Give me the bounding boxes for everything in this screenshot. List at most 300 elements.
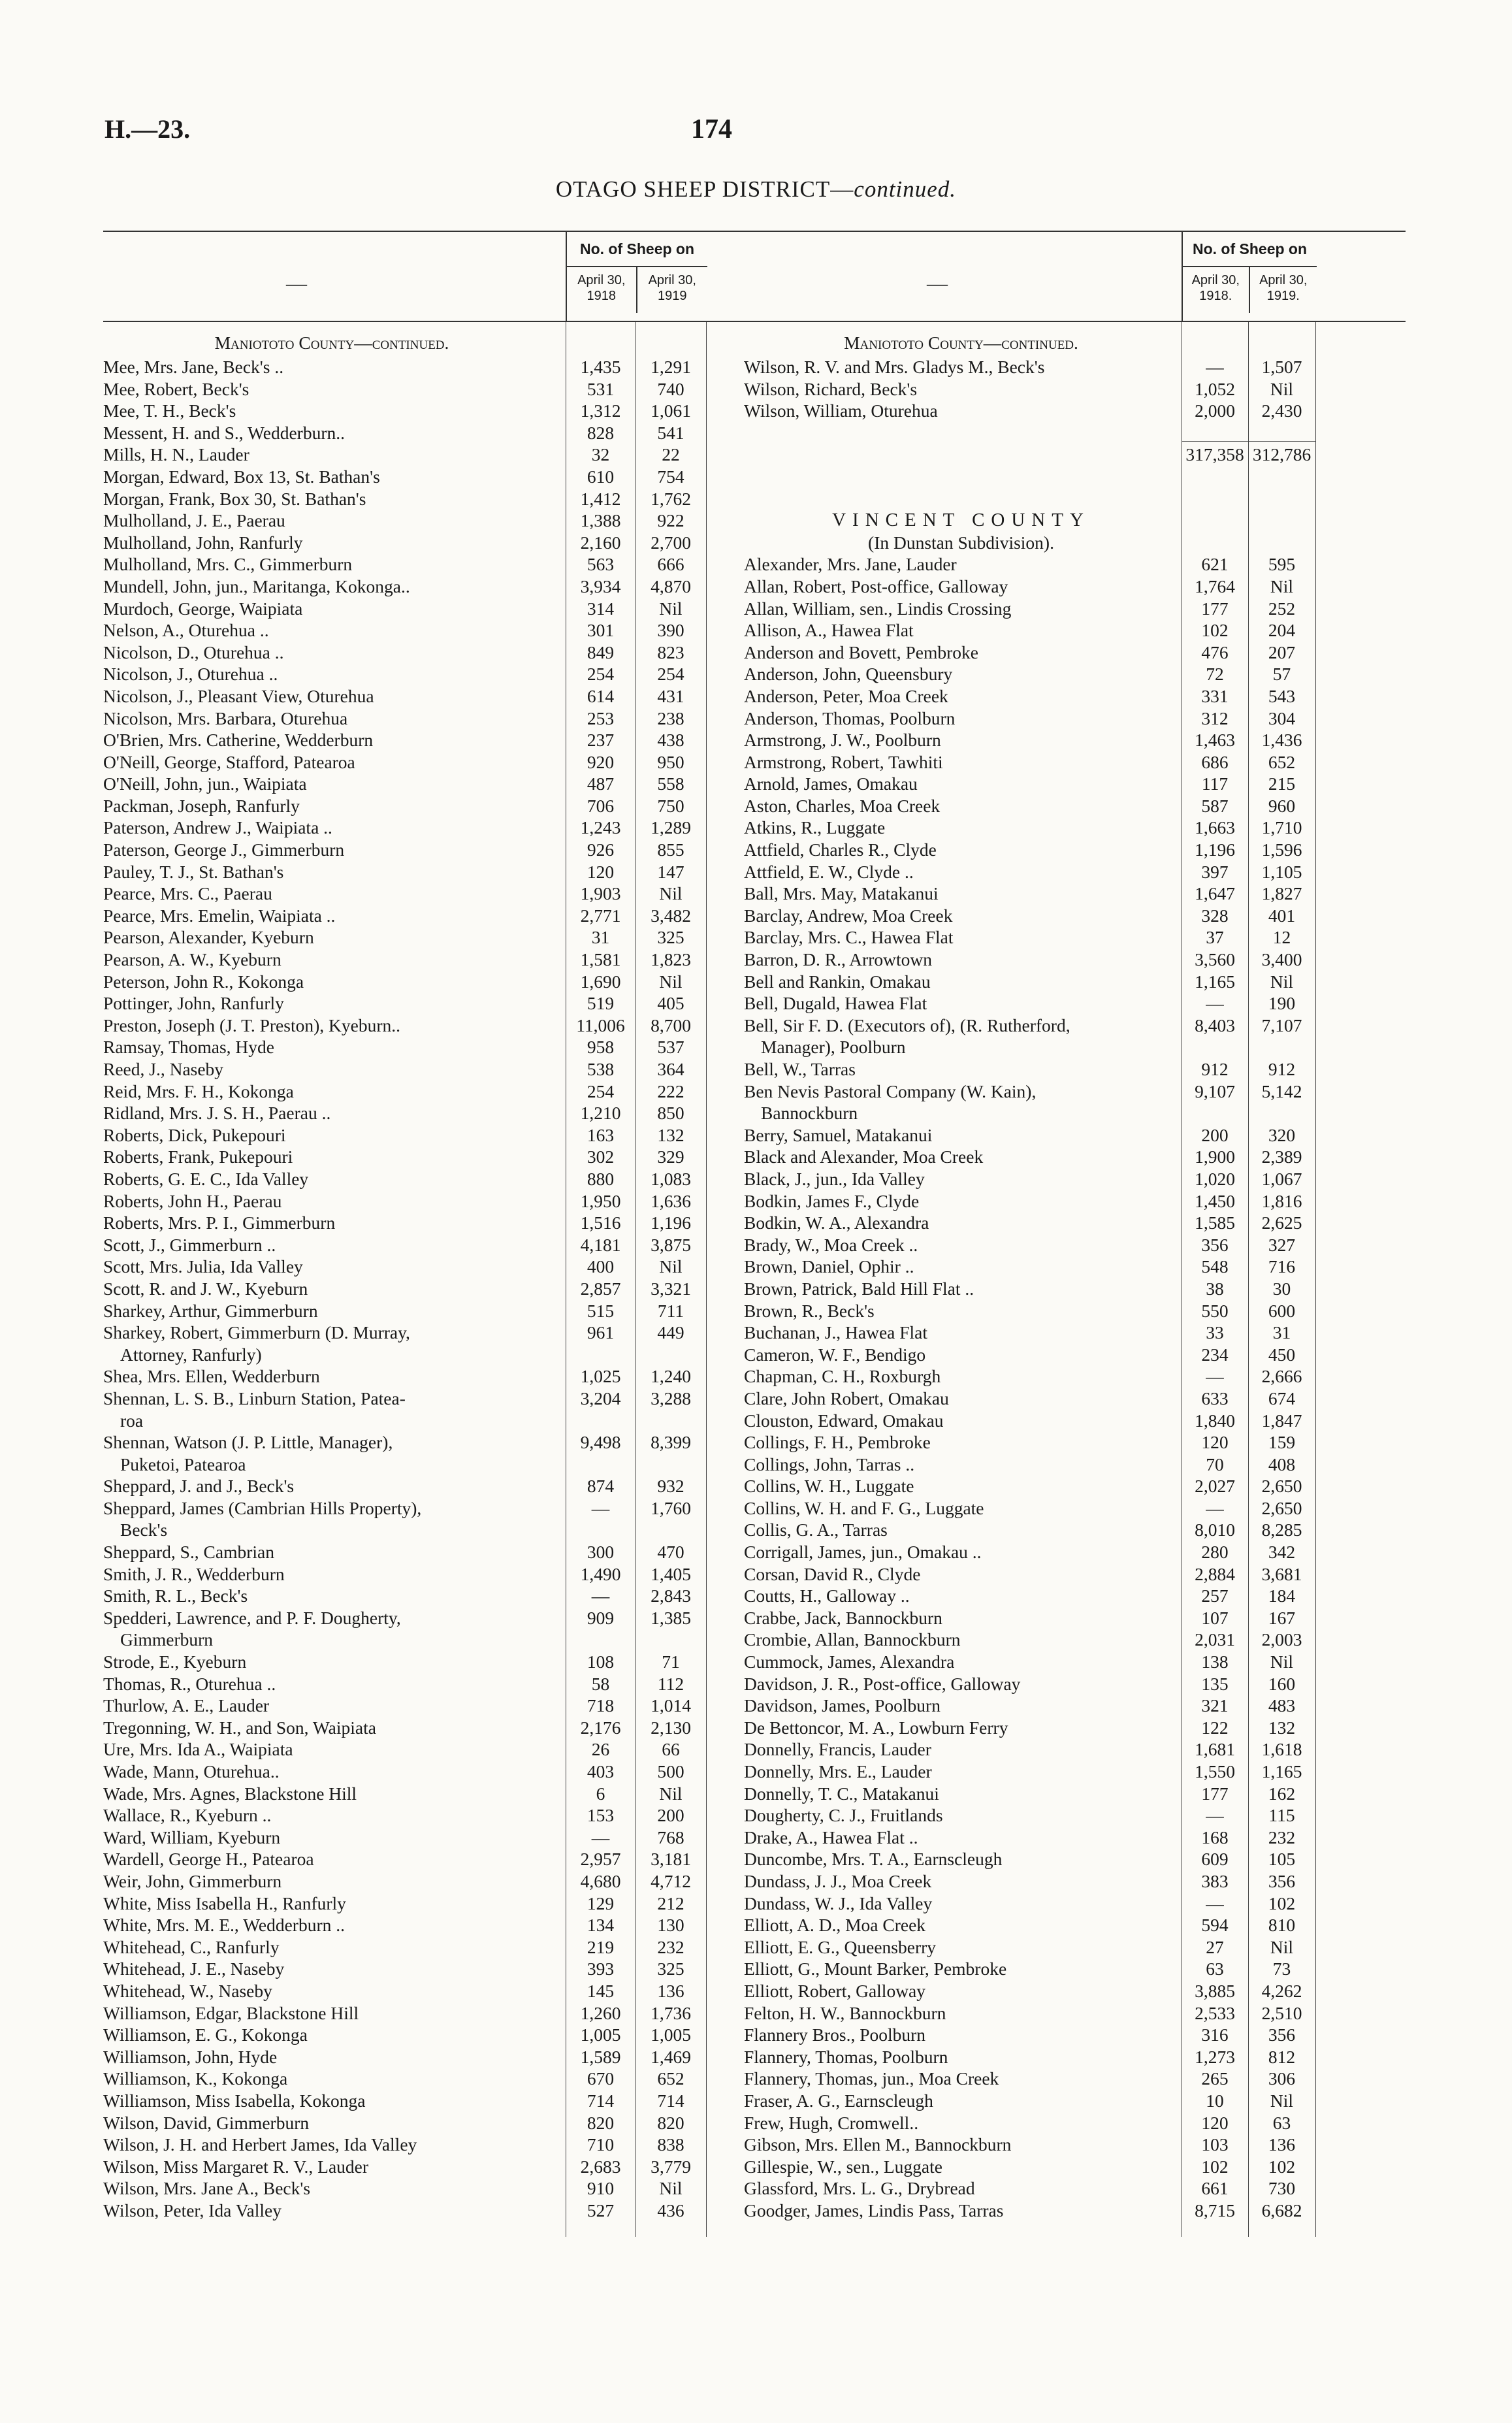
owner-name: Roberts, Dick, Pukepouri — [103, 1124, 286, 1145]
col-1919-header: April 30, 1919. — [1259, 273, 1308, 303]
table-row — [103, 773, 799, 795]
table-row — [103, 992, 799, 1015]
owner-name: Pearson, A. W., Kyeburn — [103, 949, 281, 970]
sheep-1919: 3,875 — [651, 1234, 691, 1255]
table-row — [103, 1914, 799, 1936]
sheep-1919: 132 — [657, 1124, 684, 1145]
sheep-1919: 364 — [657, 1059, 684, 1079]
table-row — [744, 1212, 1406, 1234]
owner-name: Shennan, L. S. B., Linburn Station, Patea- — [103, 1388, 406, 1408]
sheep-1918: 1,516 — [580, 1212, 621, 1233]
sheep-1919: 184 — [1268, 1586, 1296, 1606]
sheep-1918: 515 — [587, 1300, 615, 1321]
sheep-1919: 73 — [1272, 1959, 1291, 1979]
sheep-1919: 652 — [1268, 751, 1296, 772]
owner-name: Arnold, James, Omakau — [744, 773, 918, 794]
sheep-1918: 1,165 — [1195, 971, 1235, 992]
owner-name: Ure, Mrs. Ida A., Waipiata — [103, 1739, 293, 1760]
table-row — [103, 2156, 799, 2178]
owner-name: Wilson, Peter, Ida Valley — [103, 2200, 281, 2220]
sheep-1918: 280 — [1201, 1542, 1229, 1563]
name-column-header: — — [927, 271, 948, 295]
sheep-1918: 10 — [1206, 2090, 1224, 2111]
sheep-1919: 4,712 — [651, 1870, 691, 1891]
table-row — [744, 2134, 1406, 2156]
sheep-1919: 1,105 — [1261, 861, 1302, 882]
owner-name: Armstrong, Robert, Tawhiti — [744, 751, 943, 772]
sheep-1919: 438 — [657, 730, 684, 751]
sheep-1919: 600 — [1268, 1300, 1296, 1321]
owner-name: Donnelly, Mrs. E., Lauder — [744, 1761, 932, 1781]
owner-name: Brown, Daniel, Ophir .. — [744, 1256, 914, 1277]
table-row — [103, 1936, 799, 1959]
owner-name: Wilson, Miss Margaret R. V., Lauder — [103, 2156, 369, 2177]
sheep-1918: 163 — [587, 1124, 615, 1145]
sheep-1919: 500 — [657, 1761, 684, 1781]
owner-name: Attfield, E. W., Clyde .. — [744, 861, 914, 882]
sheep-1918: 1,550 — [1195, 1761, 1235, 1781]
sheep-1919: 105 — [1268, 1849, 1296, 1870]
table-row — [744, 576, 1406, 598]
page-number: 174 — [691, 114, 732, 144]
table-row — [744, 1278, 1406, 1300]
sheep-1919: 130 — [657, 1915, 684, 1936]
table-row — [103, 1585, 799, 1607]
table-row-continuation — [103, 1519, 799, 1541]
sheep-1919: 222 — [657, 1081, 684, 1101]
owner-name: Cameron, W. F., Bendigo — [744, 1344, 926, 1365]
owner-name: Beck's — [120, 1520, 168, 1540]
section-heading-text: VINCENT COUNTY — [832, 510, 1090, 531]
sheep-1918: 550 — [1201, 1300, 1229, 1321]
sheep-1919: 543 — [1268, 685, 1296, 706]
table-row — [744, 839, 1406, 861]
table-row — [103, 1738, 799, 1761]
sheep-1918: 912 — [1201, 1059, 1229, 1079]
right-table — [744, 231, 1406, 2221]
left-table-header — [103, 232, 799, 322]
owner-name: Gibson, Mrs. Ellen M., Bannockburn — [744, 2134, 1012, 2155]
sheep-1918: 254 — [587, 1081, 615, 1101]
right-table-header — [744, 232, 1406, 322]
owner-name: Gillespie, W., sen., Luggate — [744, 2156, 942, 2177]
owner-name: Messent, H. and S., Wedderburn.. — [103, 422, 346, 443]
sheep-1918: 594 — [1201, 1915, 1229, 1936]
sheep-1919: 306 — [1268, 2068, 1296, 2089]
sheep-1918: 300 — [587, 1542, 615, 1563]
sheep-1919: 325 — [657, 1959, 684, 1979]
sheep-1918: 519 — [587, 993, 615, 1014]
sheep-1919: 327 — [1268, 1234, 1296, 1255]
table-row — [744, 2002, 1406, 2025]
sheep-1919: 823 — [657, 642, 684, 662]
owner-name: Williamson, K., Kokonga — [103, 2068, 288, 2089]
table-row — [103, 598, 799, 620]
left-table-body — [103, 322, 799, 2221]
table-row — [744, 2068, 1406, 2090]
table-row — [103, 1827, 799, 1849]
owner-name: Anderson, John, Queensbury — [744, 664, 953, 685]
table-row — [744, 356, 1406, 378]
sheep-1918: 1,210 — [580, 1103, 621, 1124]
owner-name: Williamson, E. G., Kokonga — [103, 2025, 308, 2045]
sheep-1919: 390 — [657, 620, 684, 641]
table-row — [103, 2068, 799, 2090]
sheep-1919: Nil — [1270, 378, 1294, 399]
sheep-1918: — — [1206, 357, 1224, 377]
table-row — [744, 817, 1406, 839]
owner-name: Weir, John, Gimmerburn — [103, 1870, 282, 1891]
sheep-1919: Nil — [659, 1256, 683, 1277]
sheep-1918: — — [1206, 1893, 1224, 1913]
sheep-1919: 2,666 — [1261, 1366, 1302, 1387]
spacer — [744, 488, 1406, 510]
table-row — [103, 1497, 799, 1520]
sheep-1918: 3,934 — [580, 576, 621, 596]
table-row — [744, 1058, 1406, 1081]
owner-name: Dundass, W. J., Ida Valley — [744, 1893, 933, 1913]
table-row — [103, 1870, 799, 1893]
owner-name: Dougherty, C. J., Fruitlands — [744, 1805, 943, 1826]
sheep-1919: 1,240 — [651, 1366, 691, 1387]
table-row — [744, 1827, 1406, 1849]
owner-name: Thomas, R., Oturehua .. — [103, 1673, 276, 1694]
sheep-1918: 2,031 — [1195, 1629, 1235, 1650]
section-heading-text: Maniototo County—continued. — [844, 333, 1078, 353]
owner-name: Clare, John Robert, Omakau — [744, 1388, 949, 1408]
sheep-1919: 1,067 — [1261, 1168, 1302, 1189]
table-row — [744, 1431, 1406, 1454]
sheep-1918: 670 — [587, 2068, 615, 2089]
sheep-1919: 1,165 — [1261, 1761, 1302, 1781]
sheep-1918: — — [1206, 1805, 1224, 1826]
sheep-1919: 312,786 — [1252, 444, 1311, 465]
sheep-1918: 1,312 — [580, 400, 621, 421]
owner-name: Sharkey, Robert, Gimmerburn (D. Murray, — [103, 1322, 410, 1343]
sheep-1918: — — [1206, 1497, 1224, 1518]
table-row — [744, 1168, 1406, 1190]
sheep-1919: 1,385 — [651, 1607, 691, 1628]
sheep-1919: 950 — [657, 751, 684, 772]
sheep-1918: — — [591, 1497, 610, 1518]
sheep-1918: 177 — [1201, 1783, 1229, 1804]
sheep-1919: 716 — [1268, 1256, 1296, 1277]
sheep-1919: 304 — [1268, 707, 1296, 728]
sheep-1919: Nil — [1270, 1651, 1294, 1672]
sheep-1919: 2,700 — [651, 532, 691, 553]
owner-name: Elliott, G., Mount Barker, Pembroke — [744, 1959, 1007, 1979]
sheep-1918: 1,052 — [1195, 378, 1235, 399]
table-row — [744, 685, 1406, 707]
table-row — [744, 861, 1406, 883]
sheep-1919: 207 — [1268, 642, 1296, 662]
owner-name: Sheppard, S., Cambrian — [103, 1542, 274, 1563]
owner-name: Smith, J. R., Wedderburn — [103, 1563, 285, 1584]
owner-name: Davidson, J. R., Post-office, Galloway — [744, 1673, 1021, 1694]
sheep-1918: 8,715 — [1195, 2200, 1235, 2220]
owner-name: Cummock, James, Alexandra — [744, 1651, 955, 1672]
sheep-1919: 483 — [1268, 1695, 1296, 1716]
sheep-1918: 38 — [1206, 1278, 1224, 1299]
sheep-1918: 257 — [1201, 1586, 1229, 1606]
sheep-1919: 666 — [657, 554, 684, 575]
sheep-1918: 26 — [591, 1739, 610, 1760]
table-row — [744, 1936, 1406, 1959]
owner-name: White, Miss Isabella H., Ranfurly — [103, 1893, 346, 1913]
sheep-1919: 431 — [657, 685, 684, 706]
table-row — [744, 642, 1406, 664]
sheep-1919: 31 — [1272, 1322, 1291, 1343]
owner-name: Thurlow, A. E., Lauder — [103, 1695, 270, 1716]
owner-name: Aston, Charles, Moa Creek — [744, 795, 941, 816]
owner-name: Atkins, R., Luggate — [744, 817, 886, 838]
sheep-1918: 312 — [1201, 707, 1229, 728]
table-row — [103, 2090, 799, 2112]
owner-name: Chapman, C. H., Roxburgh — [744, 1366, 941, 1387]
table-row — [103, 971, 799, 993]
sheep-1919: 1,618 — [1261, 1739, 1302, 1760]
table-row — [103, 1365, 799, 1388]
sheep-1918: 706 — [587, 795, 615, 816]
owner-name: Williamson, John, Hyde — [103, 2046, 278, 2067]
owner-name: Nelson, A., Oturehua .. — [103, 620, 269, 641]
sheep-1919: 102 — [1268, 2156, 1296, 2177]
owner-name: Shennan, Watson (J. P. Little, Manager), — [103, 1432, 393, 1453]
table-row — [744, 2024, 1406, 2046]
owner-name: Brady, W., Moa Creek .. — [744, 1234, 918, 1255]
sheep-1918: 70 — [1206, 1454, 1224, 1474]
sheep-1918: 9,107 — [1195, 1081, 1235, 1101]
sheep-1918: 8,403 — [1195, 1015, 1235, 1035]
sheep-1918: 122 — [1201, 1717, 1229, 1738]
table-row — [744, 1958, 1406, 1980]
sheep-1919: 12 — [1272, 927, 1291, 948]
sheep-1919: 2,130 — [651, 1717, 691, 1738]
sheep-1918: 961 — [587, 1322, 615, 1343]
table-row — [103, 1541, 799, 1563]
table-row — [744, 1848, 1406, 1870]
sheep-1918: 610 — [587, 466, 615, 487]
sheep-1918: 237 — [587, 730, 615, 751]
sheep-1919: 1,469 — [651, 2046, 691, 2067]
sheep-1919: 238 — [657, 707, 684, 728]
owner-name: Flannery Bros., Poolburn — [744, 2025, 926, 2045]
owner-name: Attorney, Ranfurly) — [120, 1344, 262, 1365]
sheep-1918: 1,589 — [580, 2046, 621, 2067]
sheep-1919: 160 — [1268, 1673, 1296, 1694]
sheep-1919: Nil — [659, 2178, 683, 2199]
sheep-1919: 115 — [1268, 1805, 1295, 1826]
owner-name: Dundass, J. J., Moa Creek — [744, 1870, 932, 1891]
owner-name: Gimmerburn — [120, 1629, 214, 1650]
owner-name: Scott, R. and J. W., Kyeburn — [103, 1278, 308, 1299]
owner-name: Mundell, John, jun., Maritanga, Kokonga.. — [103, 576, 410, 596]
sheep-1918: 120 — [587, 861, 615, 882]
sheep-1919: 1,762 — [651, 488, 691, 509]
name-column-header: — — [286, 271, 307, 295]
sheep-1919: 167 — [1268, 1607, 1296, 1628]
table-row — [744, 1256, 1406, 1278]
owner-name: Bell and Rankin, Omakau — [744, 971, 931, 992]
sheep-1919: 252 — [1268, 598, 1296, 619]
owner-name: Reed, J., Naseby — [103, 1059, 224, 1079]
section-heading-text: (In Dunstan Subdivision). — [868, 532, 1054, 553]
sheep-1918: 633 — [1201, 1388, 1229, 1408]
sheep-1918: 145 — [587, 1980, 615, 2001]
table-row — [103, 1058, 799, 1081]
table-row — [103, 576, 799, 598]
table-row — [744, 729, 1406, 751]
owner-name: Mills, H. N., Lauder — [103, 444, 249, 465]
owner-name: Nicolson, J., Pleasant View, Oturehua — [103, 685, 374, 706]
sheep-1919: 1,507 — [1261, 357, 1302, 377]
sheep-1918: — — [591, 1586, 610, 1606]
sheep-1919: 1,436 — [1261, 730, 1302, 751]
sheep-1919: 232 — [1268, 1827, 1296, 1847]
table-row — [744, 1980, 1406, 2002]
table-row — [744, 1081, 1406, 1103]
sheep-1919: 750 — [657, 795, 684, 816]
table-row — [744, 1585, 1406, 1607]
table-row — [103, 861, 799, 883]
table-row — [744, 2090, 1406, 2112]
owner-name: Elliott, A. D., Moa Creek — [744, 1915, 926, 1936]
sheep-1919: 730 — [1268, 2178, 1296, 2199]
table-row — [103, 2112, 799, 2134]
sheep-1918: 1,388 — [580, 510, 621, 531]
sheep-1918: 1,005 — [580, 2025, 621, 2045]
table-row — [744, 1322, 1406, 1344]
owner-name: Pauley, T. J., St. Bathan's — [103, 861, 284, 882]
sheep-1918: 321 — [1201, 1695, 1229, 1716]
sheep-1919: 960 — [1268, 795, 1296, 816]
owner-name: Shea, Mrs. Ellen, Wedderburn — [103, 1366, 320, 1387]
table-row — [744, 1475, 1406, 1497]
sheep-1918: 2,176 — [580, 1717, 621, 1738]
table-row — [103, 619, 799, 642]
sheep-1918: 153 — [587, 1805, 615, 1826]
sheep-1919: 1,816 — [1261, 1190, 1302, 1211]
table-row — [103, 1256, 799, 1278]
table-row — [103, 663, 799, 685]
sheep-1918: 476 — [1201, 642, 1229, 662]
owner-name: Spedderi, Lawrence, and P. F. Dougherty, — [103, 1607, 401, 1628]
sheep-1919: 162 — [1268, 1783, 1296, 1804]
sheep-1918: 920 — [587, 751, 615, 772]
owner-name: Brown, R., Beck's — [744, 1300, 875, 1321]
sheep-1918: 828 — [587, 422, 615, 443]
sheep-1918: 1,490 — [580, 1563, 621, 1584]
table-row — [103, 949, 799, 971]
table-row — [744, 1738, 1406, 1761]
sheep-1918: — — [591, 1827, 610, 1847]
owner-name: O'Neill, George, Stafford, Patearoa — [103, 751, 355, 772]
owner-name: Reid, Mrs. F. H., Kokonga — [103, 1081, 294, 1101]
sheep-1919: 714 — [657, 2090, 684, 2111]
sheep-1919: 1,289 — [651, 817, 691, 838]
owner-name: Murdoch, George, Waipiata — [103, 598, 303, 619]
sheep-1918: 31 — [591, 927, 610, 948]
owner-name: Peterson, John R., Kokonga — [103, 971, 304, 992]
sheep-1918: 134 — [587, 1915, 615, 1936]
table-row — [744, 2156, 1406, 2178]
sheep-1919: 2,843 — [651, 1586, 691, 1606]
table-row — [103, 751, 799, 773]
owner-name: Crabbe, Jack, Bannockburn — [744, 1607, 942, 1628]
owner-name: Strode, E., Kyeburn — [103, 1651, 247, 1672]
owner-name: Mulholland, John, Ranfurly — [103, 532, 303, 553]
owner-name: Manager), Poolburn — [761, 1037, 906, 1058]
table-row — [103, 1431, 799, 1454]
sheep-1918: 909 — [587, 1607, 615, 1628]
owner-name: Bodkin, W. A., Alexandra — [744, 1212, 929, 1233]
owner-name: Wilson, Mrs. Jane A., Beck's — [103, 2178, 311, 2199]
table-row — [744, 1015, 1406, 1037]
owner-name: Williamson, Edgar, Blackstone Hill — [103, 2002, 359, 2023]
table-row — [103, 642, 799, 664]
table-row — [103, 1651, 799, 1673]
sheep-1919: 71 — [662, 1651, 680, 1672]
owner-name: Bell, Dugald, Hawea Flat — [744, 993, 927, 1014]
table-row — [744, 1190, 1406, 1212]
owner-name: Roberts, Mrs. P. I., Gimmerburn — [103, 1212, 336, 1233]
sheep-1918: — — [1206, 993, 1224, 1014]
owner-name: Corsan, David R., Clyde — [744, 1563, 921, 1584]
sheep-1918: 317,358 — [1185, 444, 1244, 465]
table-row — [744, 949, 1406, 971]
table-row — [103, 1168, 799, 1190]
table-row — [103, 707, 799, 730]
table-row — [103, 400, 799, 422]
sheep-1919: 254 — [657, 664, 684, 685]
sheep-1918: 138 — [1201, 1651, 1229, 1672]
table-row — [103, 532, 799, 554]
table-row — [744, 619, 1406, 642]
sheep-1919: 200 — [657, 1805, 684, 1826]
sheep-1919: 740 — [657, 378, 684, 399]
sheep-1919: 8,700 — [651, 1015, 691, 1035]
sheep-1919: 30 — [1272, 1278, 1291, 1299]
sheep-1919: 2,389 — [1261, 1146, 1302, 1167]
owner-name: Wilson, Richard, Beck's — [744, 378, 918, 399]
sheep-1918: 301 — [587, 620, 615, 641]
owner-name: Clouston, Edward, Omakau — [744, 1410, 944, 1431]
sheep-1918: 1,243 — [580, 817, 621, 838]
sheep-1919: 329 — [657, 1146, 684, 1167]
owner-name: Felton, H. W., Bannockburn — [744, 2002, 946, 2023]
sheep-1919: 2,003 — [1261, 1629, 1302, 1650]
table-row — [744, 553, 1406, 576]
sheep-1919: 932 — [657, 1476, 684, 1497]
owner-name: Ramsay, Thomas, Hyde — [103, 1037, 274, 1058]
sheep-1918: 1,950 — [580, 1190, 621, 1211]
sheep-1919: 2,625 — [1261, 1212, 1302, 1233]
sheep-1918: 1,647 — [1195, 883, 1235, 904]
sheep-1919: 215 — [1268, 773, 1296, 794]
sheep-1918: 1,900 — [1195, 1146, 1235, 1167]
table-row — [744, 992, 1406, 1015]
table-row — [744, 1870, 1406, 1893]
table-row — [103, 817, 799, 839]
sheep-1919: 1,291 — [651, 357, 691, 377]
sheep-1919: 2,650 — [1261, 1476, 1302, 1497]
sheep-1919: 136 — [657, 1980, 684, 2001]
table-row — [744, 2112, 1406, 2134]
table-row — [744, 1410, 1406, 1432]
owner-name: Paterson, Andrew J., Waipiata .. — [103, 817, 332, 838]
sheep-1919: 541 — [657, 422, 684, 443]
owner-name: Wallace, R., Kyeburn .. — [103, 1805, 272, 1826]
